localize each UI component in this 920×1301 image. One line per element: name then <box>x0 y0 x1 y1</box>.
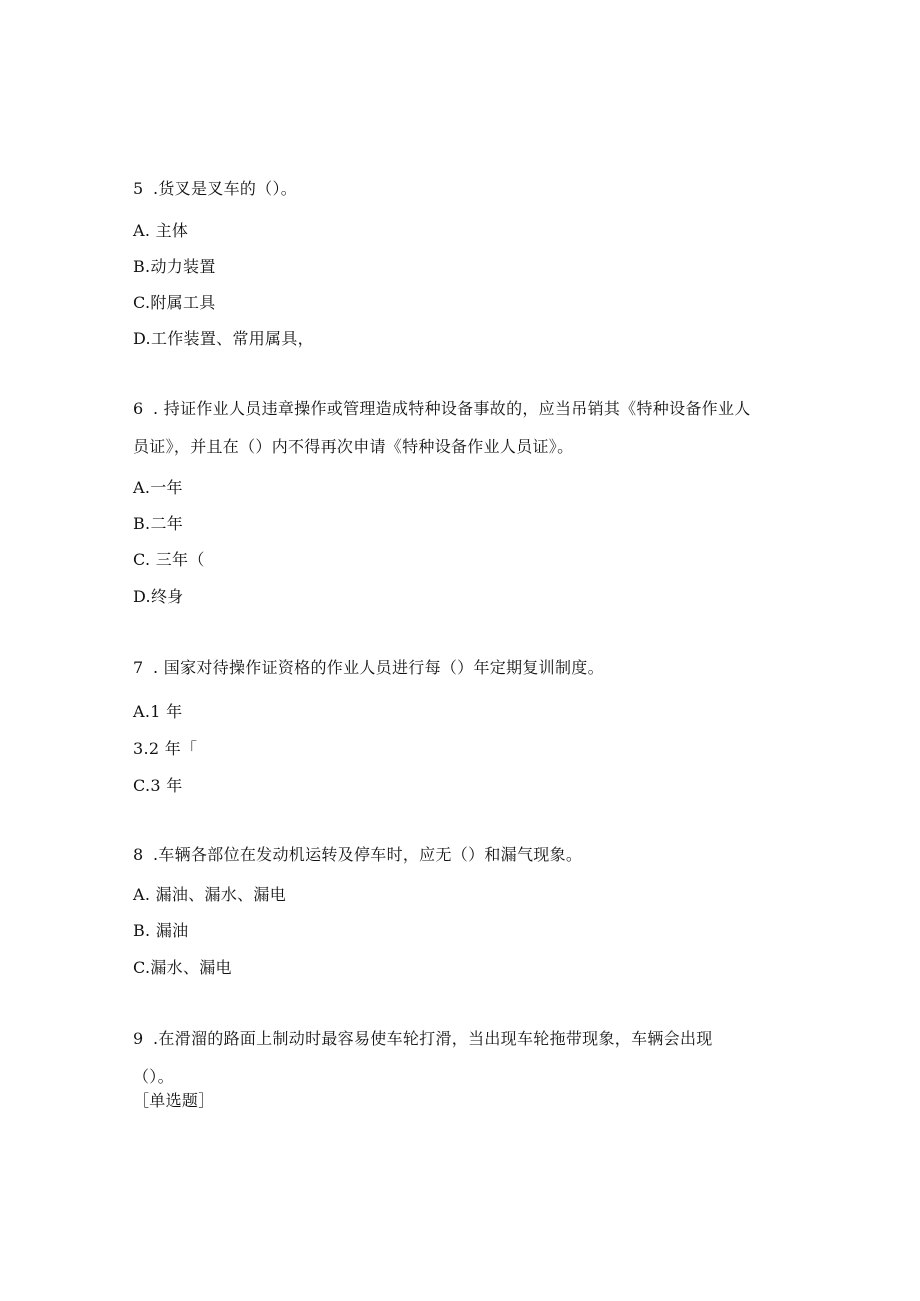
question-6-option-b: B.二年 <box>133 514 184 533</box>
question-text: .货叉是叉车的（）。 <box>153 179 298 198</box>
question-number: 9 <box>133 1029 144 1048</box>
question-7-option-c: C.3 年 <box>133 776 183 795</box>
question-9-stem <box>133 1028 713 1050</box>
question-text: . 国家对待操作证资格的作业人员进行每（）年定期复训制度。 <box>153 658 604 677</box>
question-8-option-a: A. 漏油、漏水、漏电 <box>133 885 287 904</box>
question-9-stem-continued: （）。 <box>133 1067 174 1086</box>
question-8-stem <box>133 844 582 866</box>
question-number: 5 <box>133 179 144 198</box>
question-number: 6 <box>133 399 144 418</box>
question-type-label: ［单选题］ <box>133 1091 215 1110</box>
question-8-option-b: B. 漏油 <box>133 921 189 940</box>
question-6-stem-continued: 员证》，并且在（）内不得再次申请《特种设备作业人员证》。 <box>133 437 574 456</box>
question-number: 7 <box>133 658 144 677</box>
question-6-option-d: D.终身 <box>133 587 184 606</box>
question-7-option-a: A.1 年 <box>133 702 183 721</box>
question-text: .车辆各部位在发动机运转及停车时，应无（）和漏气现象。 <box>153 845 583 864</box>
question-5-stem <box>133 178 297 200</box>
question-6-option-a: A.一年 <box>133 478 183 497</box>
question-6-stem <box>133 398 751 420</box>
question-5-option-d: D.工作装置、常用属具， <box>133 329 314 348</box>
question-text: .在滑溜的路面上制动时最容易使车轮打滑，当出现车轮拖带现象，车辆会出现 <box>153 1029 713 1048</box>
question-5-option-b: B.动力装置 <box>133 257 216 276</box>
question-7-option-b: 3.2 年「 <box>133 739 198 758</box>
question-6-option-c: C. 三年（ <box>133 550 205 569</box>
question-text: . 持证作业人员违章操作或管理造成特种设备事故的，应当吊销其《特种设备作业人 <box>153 399 751 418</box>
question-7-stem <box>133 657 604 679</box>
question-8-option-c: C.漏水、漏电 <box>133 958 232 977</box>
question-number: 8 <box>133 845 144 864</box>
question-5-option-c: C.附属工具 <box>133 293 216 312</box>
question-5-option-a: A. 主体 <box>133 221 189 240</box>
